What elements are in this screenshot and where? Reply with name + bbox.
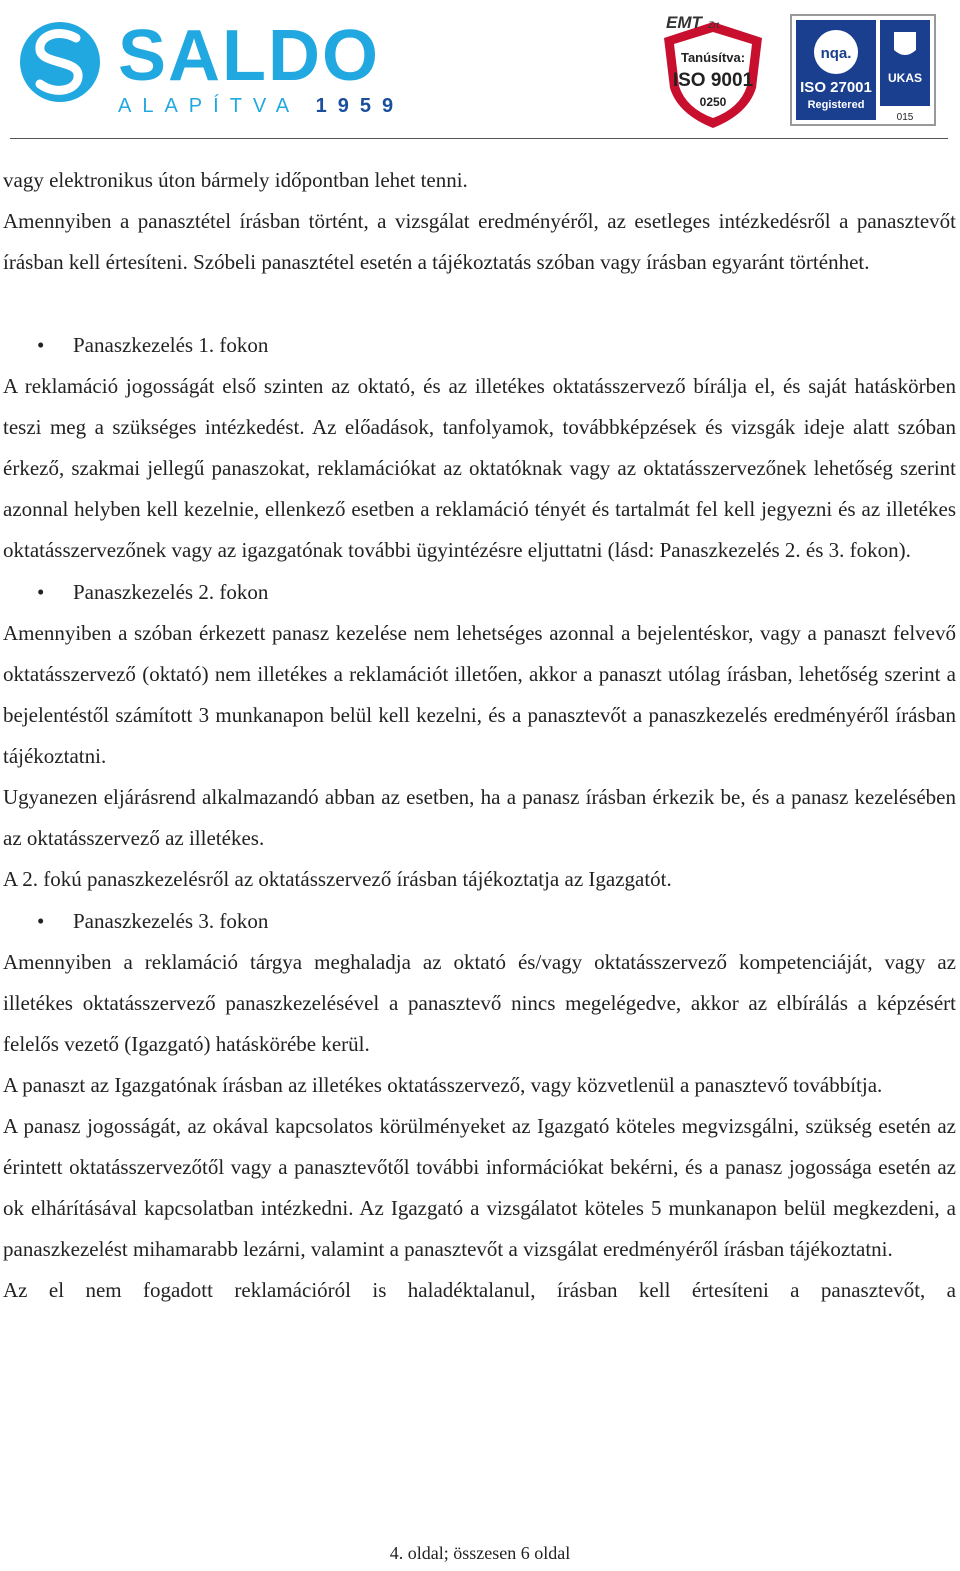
svg-text:ISO 27001: ISO 27001: [800, 79, 872, 96]
saldo-logo: [18, 12, 405, 122]
bullet-icon: •: [37, 580, 45, 604]
svg-text:Tanúsítva:: Tanúsítva:: [680, 50, 746, 65]
bullet-heading-level-1: • Panaszkezelés 1. fokon: [3, 324, 956, 366]
logo-tagline: ALAPÍTVA 1959: [118, 95, 405, 117]
bullet-icon: •: [37, 333, 45, 357]
paragraph: Amennyiben a szóban érkezett panasz kezelése nem lehetséges azonnal a bejelentéskor, vagy a panaszt felvevő oktatásszervező (oktató) nem illetékes a reklamációt illetően, akkor a panaszt utólag írásban, lehetőség szerint a bejelentéstől számított 3 munkanapon belül kell kezelni, és a panasztevőt a panaszkezelés eredményéről írásban tájékoztatni.: [3, 621, 956, 768]
paragraph: Amennyiben a panasztétel írásban történt, a vizsgálat eredményéről, az esetleges intézkedésről a panasztevőt írásban kell értesíteni. Szóbeli panasztétel esetén a tájékoztatás szóban vagy írásban egyaránt történhet.: [3, 209, 956, 274]
paragraph: A panaszt az Igazgatónak írásban az illetékes oktatásszervező, vagy közvetlenül a panasztevő továbbítja.: [3, 1073, 883, 1097]
svg-text:0250: 0250: [699, 95, 727, 109]
paragraph: A 2. fokú panaszkezelésről az oktatásszervező írásban tájékoztatja az Igazgatót.: [3, 867, 672, 891]
svg-text:ISO 9001: ISO 9001: [672, 70, 754, 91]
page-number-footer: 4. oldal; összesen 6 oldal: [389, 1543, 571, 1563]
bullet-icon: •: [37, 909, 45, 933]
logo-wordmark: SALDO: [118, 16, 380, 96]
iso-9001-certificate-badge: [658, 10, 768, 132]
svg-text:UKAS: UKAS: [887, 71, 923, 85]
document-body: [3, 160, 956, 1311]
svg-text:nqa.: nqa.: [820, 45, 852, 62]
header-divider: [10, 138, 948, 139]
bullet-heading-level-3: • Panaszkezelés 3. fokon: [3, 900, 956, 942]
bullet-heading-level-2: • Panaszkezelés 2. fokon: [3, 571, 956, 613]
paragraph: A reklamáció jogosságát első szinten az oktató, és az illetékes oktatásszervező bírálja el, és saját hatáskörben teszi meg a szükséges intézkedést. Az előadások, tanfolyamok, továbbképzések és vizsgák ideje alatt szóban érkező, szakmai jellegű panaszokat, reklamációkat az oktatóknak vagy az oktatásszervezőnek lehetőség szerint azonnal helyben kell kezelnie, ellenkező esetben a reklamáció tényét és tartalmát fel kell jegyezni és az illetékes oktatásszervezőnek vagy az igazgatónak további ügyintézésre eljuttatni (lásd: Panaszkezelés 2. és 3. fokon).: [3, 374, 956, 562]
paragraph: Ugyanezen eljárásrend alkalmazandó abban az esetben, ha a panasz írásban érkezik be, és a panasz kezelésében az oktatásszervező az illetékes.: [3, 785, 956, 850]
paragraph: Az el nem fogadott reklamációról is haladéktalanul, írásban kell értesíteni a panasztevőt, a: [3, 1278, 956, 1302]
svg-text:Registered: Registered: [807, 99, 865, 111]
paragraph: Amennyiben a reklamáció tárgya meghaladja az oktató és/vagy oktatásszervező kompetenciáját, vagy az illetékes oktatásszervező panaszkezelésével a panasztevő nincs megelégedve, akkor az elbírálás a képzésért felelős vezető (Igazgató) hatáskörébe kerül.: [3, 950, 956, 1056]
blank-line: [3, 283, 956, 324]
saldo-s-mark-icon: [18, 12, 108, 122]
iso-27001-ukas-certificate-badge: [790, 14, 936, 126]
paragraph: A panasz jogosságát, az okával kapcsolatos körülményeket az Igazgató köteles megvizsgálni, szükség esetén az érintett oktatásszervezőtől vagy a panasztevőtől további információkat bekérni, és a panasz jogossága esetén az ok elhárításával kapcsolatban intézkedni. Az Igazgató a vizsgálatot köteles 5 munkanapon belül megkezdeni, a panaszkezelést mihamarabb lezárni, valamint a panasztevőt a vizsgálat eredményéről írásban tájékoztatni.: [3, 1114, 956, 1261]
page-header: [0, 0, 960, 140]
svg-text:EMT: EMT: [666, 13, 702, 32]
svg-text:Zrt.: Zrt.: [708, 20, 722, 30]
paragraph: vagy elektronikus úton bármely időpontban lehet tenni.: [3, 168, 468, 192]
svg-text:015: 015: [896, 112, 914, 123]
